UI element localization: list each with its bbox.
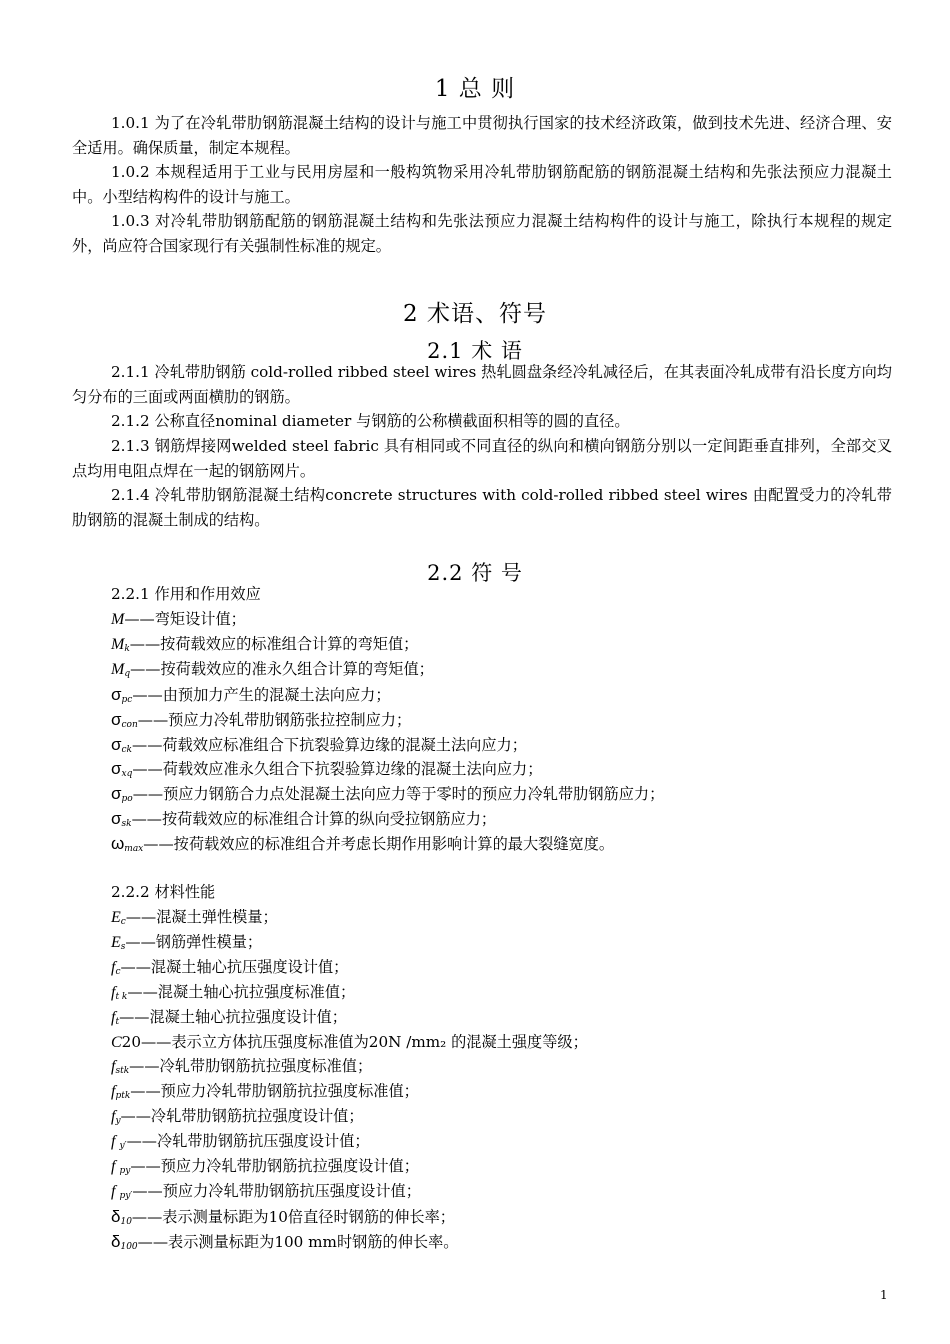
symbol-letter: f: [111, 1182, 120, 1200]
term-2-1-3: 2.1.3 钢筋焊接网welded steel fabric 具有相同或不同直径的纵向和横向钢筋分别以一定间距垂直排列，全部交叉点均用电阻点焊在一起的钢筋网片。: [72, 437, 892, 480]
symbol-letter: ω: [111, 834, 125, 854]
clause-1-0-2: 1.0.2 本规程适用于工业与民用房屋和一般构筑物采用冷轧带肋钢筋配筋的钢筋混凝土结构和先张法预应力混凝土中。小型结构构件的设计与施工。: [72, 163, 892, 206]
symbol-description: ——按荷载效应的标准组合计算的纵向受拉钢筋应力；: [131, 810, 497, 829]
symbol-subscript: po: [121, 794, 133, 805]
symbol-description: 20——表示立方体抗压强度标准值为20N /mm₂ 的混凝土强度等级；: [121, 1032, 588, 1051]
symbol-row: [111, 831, 614, 862]
symbol-subscript: t: [115, 1016, 120, 1027]
symbol-subscript: 100: [120, 1241, 138, 1252]
term-2-1-2: 2.1.2 公称直径nominal diameter 与钢筋的公称横截面积相等的圆的直径。: [111, 412, 630, 430]
symbol-description: ——荷载效应标准组合下抗裂验算边缘的混凝土法向应力；: [132, 735, 527, 754]
clause-1-0-3: 1.0.3 对冷轧带肋钢筋配筋的钢筋混凝土结构和先张法预应力混凝土结构构件的设计与施工，除执行本规程的规定外，尚应符合国家现行有关强制性标准的规定。: [72, 212, 892, 255]
symbol-letter: σ: [111, 734, 122, 754]
term-2-1-4: 2.1.4 冷轧带肋钢筋混凝土结构concrete structures with cold-rolled ribbed steel wires 由配置受力的冷轧带肋钢筋的混凝土制成的结构。: [72, 486, 892, 529]
symbol-subscript: py: [119, 1166, 131, 1176]
symbol-subscript: c: [120, 917, 126, 927]
symbol-description: ——弯矩设计值；: [124, 610, 246, 628]
symbol-row: [111, 1229, 458, 1260]
symbol-subscript: y: [115, 1116, 121, 1127]
symbol-description: ——预应力冷轧带肋钢筋抗拉强度标准值；: [130, 1082, 419, 1101]
symbol-description: ——冷轧带肋钢筋抗拉强度标准值；: [129, 1057, 373, 1076]
symbol-letter: f: [111, 1108, 116, 1126]
symbol-description: ——钢筋弹性模量；: [125, 932, 263, 951]
symbol-letter: σ: [111, 684, 122, 704]
symbol-description: ——预应力冷轧带肋钢筋张拉控制应力；: [137, 710, 412, 729]
symbol-subscript: xq: [121, 769, 133, 780]
symbol-subscript: k: [124, 643, 130, 654]
symbol-subscript: pc: [121, 694, 133, 705]
section-2-1-title: 2.1 术 语: [427, 339, 523, 363]
symbol-subscript: t k: [115, 991, 128, 1002]
symbol-letter: f: [111, 1133, 120, 1151]
symbol-description: ——按荷载效应的准永久组合计算的弯矩值；: [130, 659, 434, 678]
clause-2-2-2-title: 2.2.2 材料性能: [111, 883, 216, 901]
symbol-subscript: s: [120, 941, 126, 952]
symbol-description: ——按荷载效应的标准组合并考虑长期作用影响计算的最大裂缝宽度。: [143, 835, 615, 854]
symbol-subscript: py′: [119, 1190, 133, 1201]
page-number: 1: [880, 1288, 888, 1302]
symbol-letter: f: [111, 1083, 116, 1101]
symbol-letter: σ: [111, 709, 122, 729]
symbol-letter: M: [111, 611, 125, 628]
symbol-description: ——预应力冷轧带肋钢筋抗拉强度设计值；: [130, 1157, 419, 1175]
symbol-letter: f: [111, 983, 116, 1001]
symbol-letter: E: [111, 933, 121, 951]
symbol-description: ——按荷载效应的标准组合计算的弯矩值；: [129, 634, 419, 653]
section-2-2-title: 2.2 符 号: [427, 561, 523, 585]
symbol-subscript: max: [124, 844, 144, 855]
symbol-letter: f: [111, 1058, 116, 1076]
symbol-letter: f: [111, 958, 116, 976]
symbol-letter: C: [111, 1033, 122, 1051]
symbol-description: ——预应力钢筋合力点处混凝土法向应力等于零时的预应力冷轧带肋钢筋应力；: [132, 785, 665, 804]
chapter-1-title: 1 总 则: [434, 76, 516, 102]
symbol-description: ——混凝土轴心抗压强度设计值；: [120, 957, 349, 976]
symbol-letter: σ: [111, 784, 122, 804]
symbol-description: ——冷轧带肋钢筋抗压强度设计值；: [126, 1132, 370, 1151]
symbol-subscript: stk: [115, 1066, 130, 1077]
symbol-letter: δ: [111, 1231, 121, 1251]
symbol-subscript: y′: [119, 1141, 127, 1152]
symbol-subscript: 10: [120, 1216, 132, 1227]
symbol-letter: M: [111, 660, 125, 678]
symbol-subscript: q: [124, 668, 131, 679]
symbol-description: ——表示测量标距为10倍直径时钢筋的伸长率；: [131, 1207, 455, 1226]
symbol-letter: M: [111, 635, 125, 653]
symbol-letter: δ: [111, 1206, 121, 1226]
symbol-description: ——预应力冷轧带肋钢筋抗压强度设计值；: [132, 1181, 421, 1200]
symbol-description: ——冷轧带肋钢筋抗拉强度设计值；: [120, 1107, 364, 1126]
symbol-letter: σ: [111, 759, 122, 779]
symbol-subscript: c: [115, 966, 121, 977]
symbol-description: ——混凝土轴心抗拉强度设计值；: [119, 1007, 347, 1026]
symbol-description: ——表示测量标距为100 mm时钢筋的伸长率。: [137, 1232, 459, 1251]
term-2-1-1: 2.1.1 冷轧带肋钢筋 cold-rolled ribbed steel wires 热轧圆盘条经冷轧减径后，在其表面冷轧成带有沿长度方向均匀分布的三面或两面横肋的钢筋。: [72, 363, 892, 406]
chapter-2-title: 2 术语、符号: [403, 301, 547, 327]
symbol-subscript: ck: [121, 744, 132, 755]
symbol-description: ——混凝土弹性模量；: [125, 908, 278, 926]
symbol-description: ——混凝土轴心抗拉强度标准值；: [127, 982, 356, 1001]
symbol-letter: σ: [111, 809, 122, 829]
symbol-subscript: con: [121, 719, 138, 730]
symbol-subscript: ptk: [115, 1091, 131, 1102]
symbol-letter: f: [111, 1008, 116, 1026]
symbol-description: ——由预加力产生的混凝土法向应力；: [132, 685, 391, 704]
symbol-letter: E: [111, 909, 121, 926]
symbol-subscript: sk: [121, 819, 132, 830]
symbol-letter: f: [111, 1158, 120, 1175]
symbol-description: ——荷载效应准永久组合下抗裂验算边缘的混凝土法向应力；: [132, 760, 543, 779]
clause-2-2-1-title: 2.2.1 作用和作用效应: [111, 585, 261, 603]
clause-1-0-1: 1.0.1 为了在冷轧带肋钢筋混凝土结构的设计与施工中贯彻执行国家的技术经济政策，做到技术先进、经济合理、安全适用。确保质量，制定本规程。: [72, 114, 892, 157]
